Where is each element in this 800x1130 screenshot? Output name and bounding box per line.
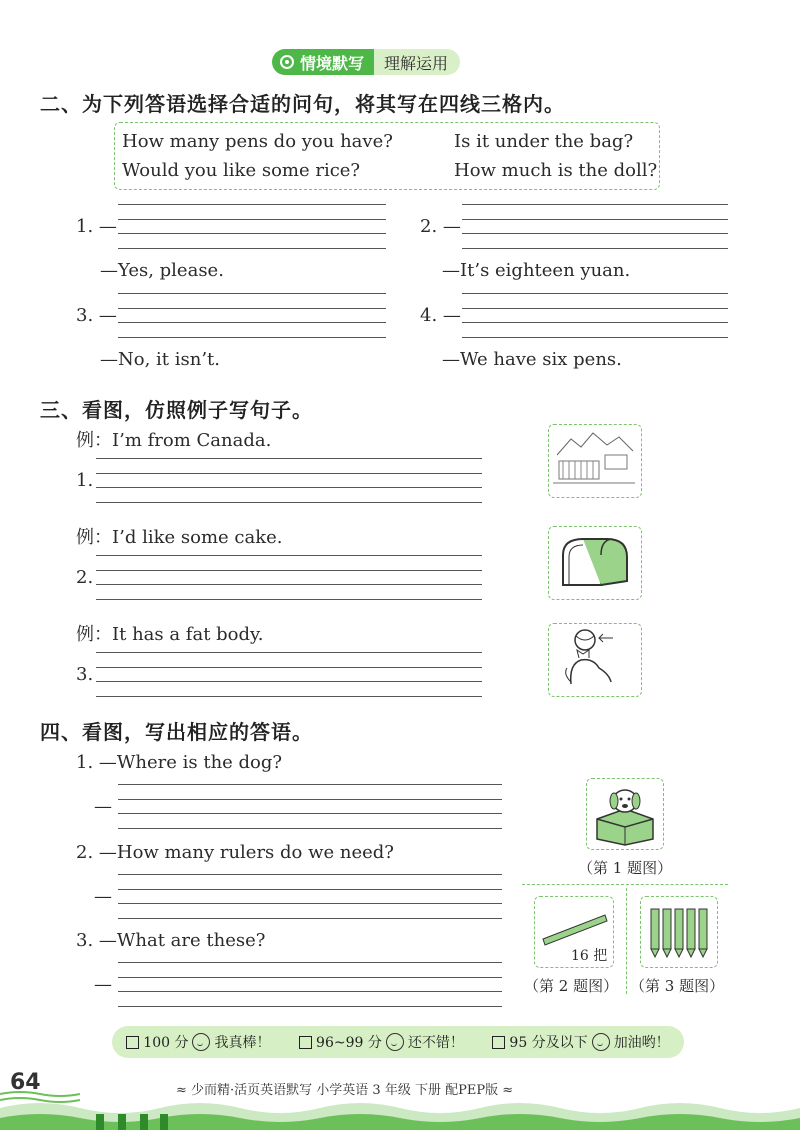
writing-line[interactable]	[118, 204, 386, 205]
badge-sub: 理解运用	[374, 49, 460, 75]
s3-item-3-number: 3.	[76, 664, 94, 685]
item-2-number: 2. —	[420, 216, 461, 237]
writing-line[interactable]	[118, 1006, 502, 1007]
score-2-text: 还不错！	[407, 1035, 464, 1051]
writing-line[interactable]	[462, 204, 728, 205]
writing-line[interactable]	[462, 308, 728, 309]
score-bar	[112, 1026, 684, 1058]
wave-decoration-icon	[0, 1088, 800, 1130]
writing-line[interactable]	[96, 502, 482, 503]
dog-box-picture	[586, 778, 664, 850]
bread-picture	[548, 526, 642, 600]
option-1: How many pens do you have?	[122, 131, 393, 152]
writing-line[interactable]	[118, 889, 502, 890]
writing-line[interactable]	[118, 903, 502, 904]
divider	[522, 884, 728, 885]
writing-line[interactable]	[96, 681, 482, 682]
writing-line[interactable]	[96, 652, 482, 653]
writing-line[interactable]	[118, 799, 502, 800]
writing-line[interactable]	[96, 696, 482, 697]
pencils-picture	[640, 896, 718, 968]
writing-line[interactable]	[96, 458, 482, 459]
cat-ball-picture	[548, 623, 642, 697]
writing-line[interactable]	[96, 473, 482, 474]
bread-icon	[549, 527, 639, 597]
footer-text: ≈ 少而精·活页英语默写 小学英语 3 年级 下册 配PEP版 ≈	[176, 1083, 514, 1098]
writing-line[interactable]	[462, 322, 728, 323]
writing-line[interactable]	[96, 487, 482, 488]
score-2-label: 96~99 分	[316, 1035, 382, 1051]
writing-line[interactable]	[96, 555, 482, 556]
writing-line[interactable]	[96, 584, 482, 585]
item-2-answer: —It’s eighteen yuan.	[442, 260, 631, 281]
writing-line[interactable]	[462, 293, 728, 294]
section3-title: 三、看图，仿照例子写句子。	[40, 398, 313, 422]
writing-line[interactable]	[118, 248, 386, 249]
item-1-answer: —Yes, please.	[100, 260, 224, 281]
writing-line[interactable]	[118, 813, 502, 814]
score-3-label: 95 分及以下	[509, 1035, 588, 1051]
pencils-icon	[641, 897, 715, 965]
item-4-answer: —We have six pens.	[442, 349, 622, 370]
mountain-landscape-icon	[549, 425, 639, 495]
s4-question-3: 3. —What are these?	[76, 930, 266, 951]
ruler-count: 16 把	[571, 948, 608, 964]
writing-line[interactable]	[96, 570, 482, 571]
page-number: 64	[10, 1070, 41, 1095]
writing-line[interactable]	[118, 219, 386, 220]
section-badge	[272, 48, 460, 76]
smiley-icon	[386, 1033, 404, 1051]
s4-answer-dash-2: —	[94, 886, 112, 907]
option-3: Would you like some rice?	[122, 160, 361, 181]
flower-icon	[280, 55, 294, 69]
caption-pic3: （第 3 题图）	[630, 977, 725, 995]
writing-line[interactable]	[118, 293, 386, 294]
writing-line[interactable]	[462, 219, 728, 220]
writing-line[interactable]	[462, 233, 728, 234]
score-option-2[interactable]	[299, 1032, 464, 1052]
s4-answer-dash-3: —	[94, 974, 112, 995]
checkbox-icon[interactable]	[126, 1036, 139, 1049]
dog-in-box-icon	[587, 779, 661, 847]
writing-line[interactable]	[118, 962, 502, 963]
writing-line[interactable]	[118, 233, 386, 234]
cat-with-ball-icon	[549, 624, 639, 694]
item-3-answer: —No, it isn’t.	[100, 349, 221, 370]
item-4-number: 4. —	[420, 305, 461, 326]
ruler-icon	[535, 897, 611, 947]
writing-line[interactable]	[118, 308, 386, 309]
writing-line[interactable]	[118, 337, 386, 338]
writing-line[interactable]	[462, 248, 728, 249]
writing-line[interactable]	[118, 991, 502, 992]
writing-line[interactable]	[96, 667, 482, 668]
canada-picture	[548, 424, 642, 498]
badge-main-label: 情境默写	[300, 53, 365, 73]
s4-answer-dash-1: —	[94, 796, 112, 817]
caption-pic2: （第 2 题图）	[524, 977, 619, 995]
section4-title: 四、看图，写出相应的答语。	[40, 720, 313, 744]
writing-line[interactable]	[118, 874, 502, 875]
smiley-icon	[192, 1033, 210, 1051]
rulers-picture	[534, 896, 614, 968]
divider	[626, 888, 627, 994]
score-1-label: 100 分	[143, 1035, 189, 1051]
smiley-icon	[592, 1033, 610, 1051]
s4-question-2: 2. —How many rulers do we need?	[76, 842, 394, 863]
writing-line[interactable]	[96, 599, 482, 600]
s3-item-1-number: 1.	[76, 470, 94, 491]
badge-main	[272, 49, 374, 75]
s3-item-2-number: 2.	[76, 567, 94, 588]
writing-line[interactable]	[118, 918, 502, 919]
item-1-number: 1. —	[76, 216, 117, 237]
section2-title: 二、为下列答语选择合适的问句，将其写在四线三格内。	[40, 92, 565, 116]
example-3: 例：It has a fat body.	[76, 624, 264, 645]
score-3-text: 加油哟！	[613, 1035, 670, 1051]
checkbox-icon[interactable]	[492, 1036, 505, 1049]
score-option-3[interactable]	[492, 1032, 669, 1052]
s4-question-1: 1. —Where is the dog?	[76, 752, 283, 773]
writing-line[interactable]	[118, 784, 502, 785]
checkbox-icon[interactable]	[299, 1036, 312, 1049]
caption-pic1: （第 1 题图）	[578, 859, 673, 877]
example-1: 例：I’m from Canada.	[76, 430, 272, 451]
option-2: Is it under the bag?	[454, 131, 634, 152]
score-1-text: 我真棒！	[214, 1035, 271, 1051]
writing-line[interactable]	[462, 337, 728, 338]
item-3-number: 3. —	[76, 305, 117, 326]
writing-line[interactable]	[118, 322, 386, 323]
writing-line[interactable]	[118, 977, 502, 978]
option-4: How much is the doll?	[454, 160, 658, 181]
score-option-1[interactable]	[126, 1032, 270, 1052]
example-2: 例：I’d like some cake.	[76, 527, 283, 548]
writing-line[interactable]	[118, 828, 502, 829]
